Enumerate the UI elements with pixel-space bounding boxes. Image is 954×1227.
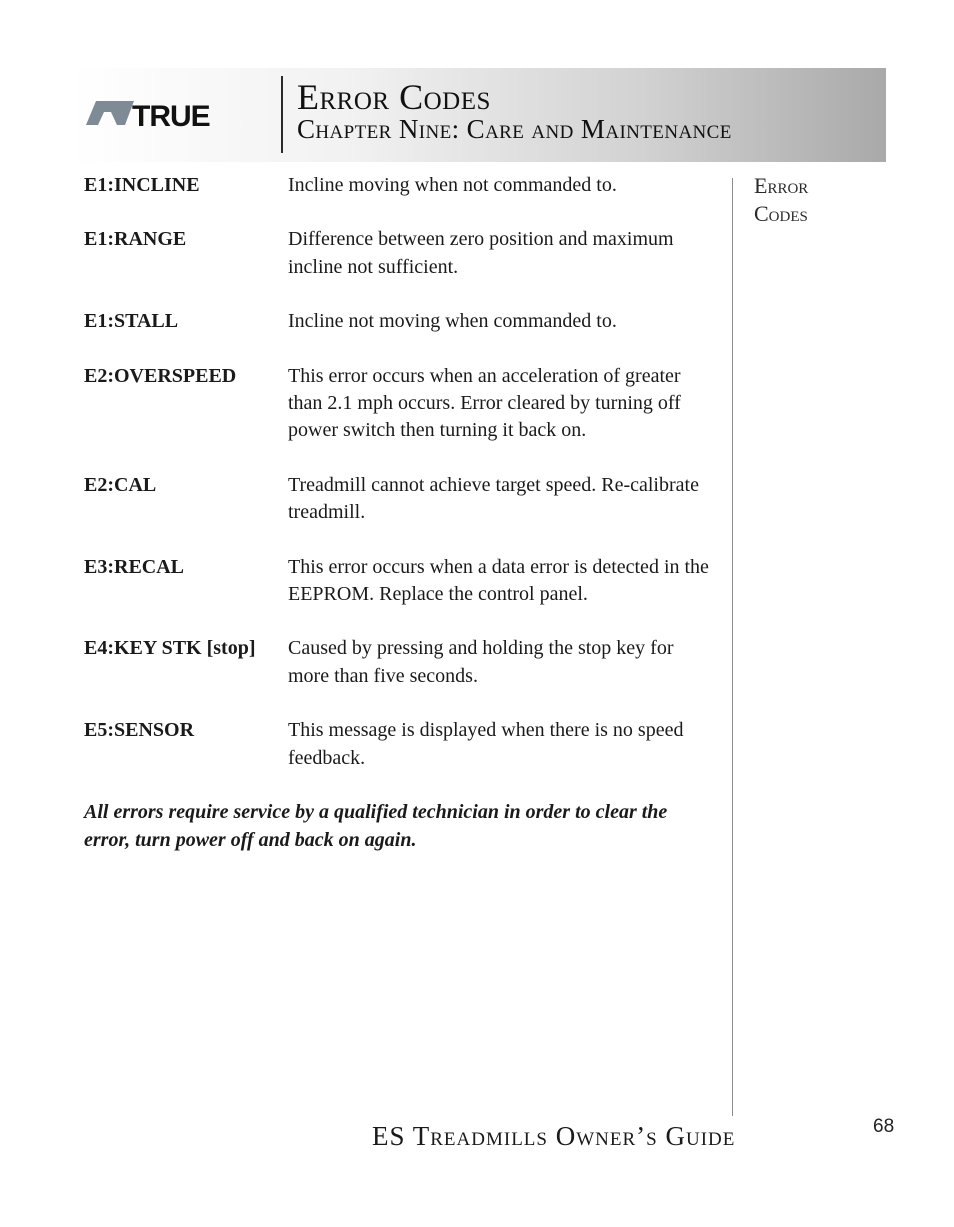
error-code: E5:SENSOR	[84, 719, 195, 742]
error-codes-list	[84, 172, 709, 854]
error-code: E1:RANGE	[84, 228, 187, 251]
error-description: This error occurs when a data error is detected in the EEPROM. Replace the control panel.	[288, 555, 709, 606]
logo-wordmark: TRUE	[132, 101, 210, 131]
section-tab-line: Error	[754, 173, 809, 198]
error-description: Treadmill cannot achieve target speed. Re-calibrate treadmill.	[288, 473, 699, 524]
chapter-subtitle: Chapter Nine: Care and Maintenance	[297, 114, 732, 144]
section-tab-label	[754, 172, 874, 228]
guide-title: ES Treadmills Owner’s Guide	[372, 1121, 736, 1151]
error-code-row	[84, 472, 709, 527]
error-code-row	[84, 172, 709, 199]
error-code: E1:STALL	[84, 310, 179, 333]
error-code-row	[84, 308, 709, 335]
error-code-row	[84, 363, 709, 445]
page-title: Error Codes	[297, 77, 491, 117]
error-description: This error occurs when an acceleration of greater than 2.1 mph occurs. Error cleared by turning off power switch then turning it back on.	[288, 364, 681, 442]
error-description: Caused by pressing and holding the stop key for more than five seconds.	[288, 637, 674, 687]
error-code-row	[84, 635, 709, 690]
error-description: This message is displayed when there is no speed feedback.	[288, 719, 684, 769]
error-description: Incline not moving when commanded to.	[288, 310, 617, 333]
section-tab-line: Codes	[754, 201, 808, 226]
true-logo	[84, 101, 254, 131]
error-description: Incline moving when not commanded to.	[288, 174, 617, 196]
service-note: All errors require service by a qualified technician in order to clear the error, turn power off and back on again.	[84, 801, 668, 851]
error-code: E3:RECAL	[84, 555, 185, 578]
error-code-row	[84, 226, 709, 281]
error-code: E1:INCLINE	[84, 174, 200, 196]
error-code: E4:KEY STK [stop]	[84, 637, 256, 660]
margin-divider	[732, 178, 733, 1116]
error-code: E2:CAL	[84, 473, 157, 496]
page-number: 68	[873, 1116, 895, 1137]
header-divider	[281, 76, 283, 153]
error-code: E2:OVERSPEED	[84, 364, 237, 387]
error-code-row	[84, 554, 709, 609]
error-code-row	[84, 717, 709, 772]
error-description: Difference between zero position and maximum incline not sufficient.	[288, 228, 674, 278]
